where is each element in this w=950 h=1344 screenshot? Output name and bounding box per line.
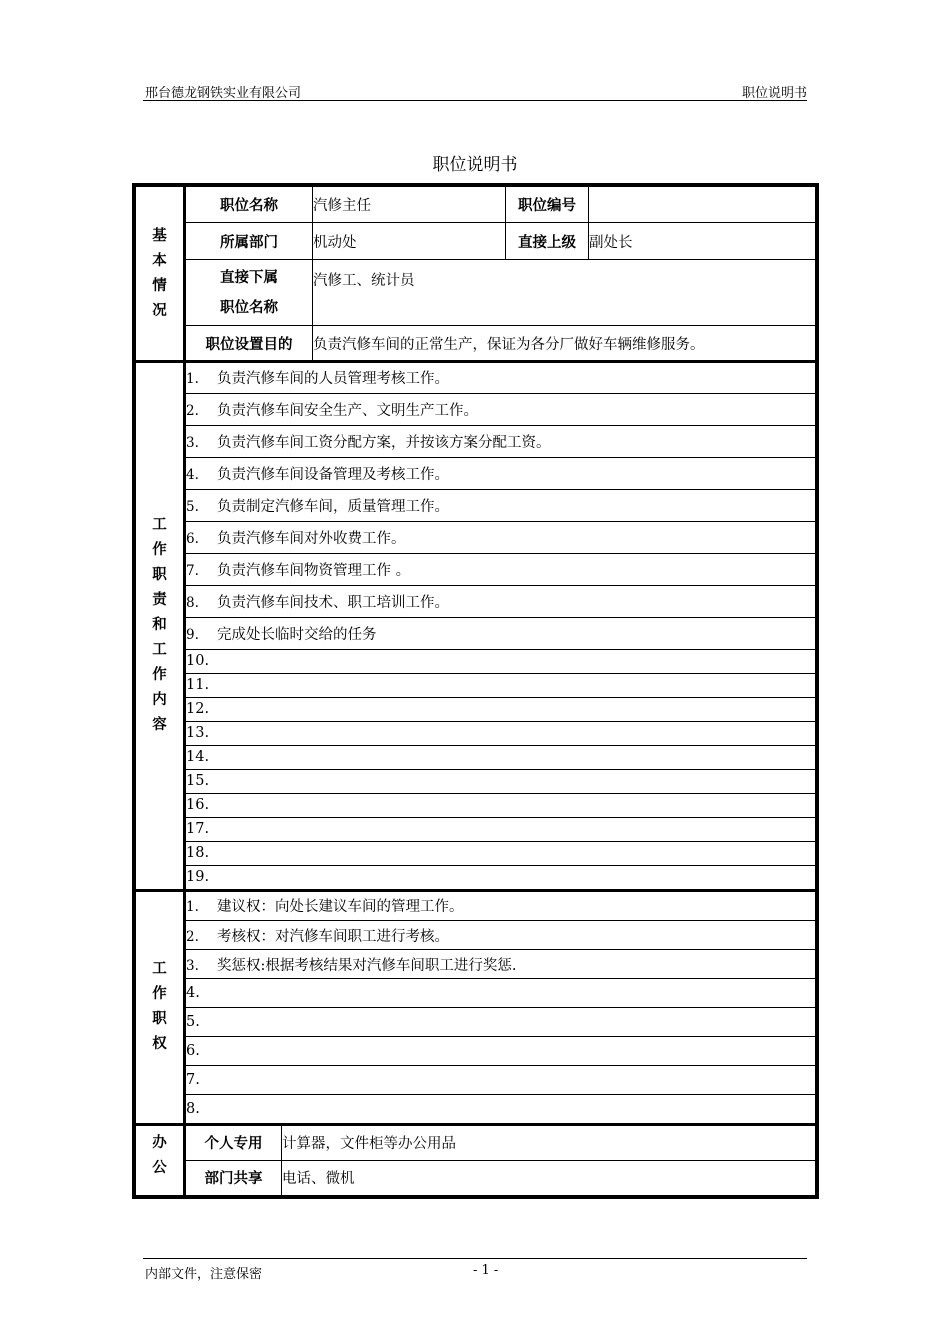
authority-item: 2. 考核权：对汽修车间职工进行考核。 <box>185 921 816 950</box>
duty-blank-row: 10. <box>185 649 816 673</box>
personal-use-value: 计算器，文件柜等办公用品 <box>282 1125 816 1160</box>
duty-blank-row: 16. <box>185 793 816 817</box>
position-name-value: 汽修主任 <box>313 187 506 223</box>
duty-item: 5. 负责制定汽修车间，质量管理工作。 <box>185 489 816 521</box>
position-no-value <box>589 187 816 223</box>
duties-side-label: 工 作 职 责 和 工 作 内 容 <box>136 362 185 889</box>
duty-blank-row: 18. <box>185 841 816 865</box>
duty-blank-row: 17. <box>185 817 816 841</box>
duty-item: 6. 负责汽修车间对外收费工作。 <box>185 521 816 553</box>
duty-item: 4. 负责汽修车间设备管理及考核工作。 <box>185 457 816 489</box>
dept-value: 机动处 <box>313 223 506 260</box>
duty-item: 7. 负责汽修车间物资管理工作 。 <box>185 553 816 585</box>
duty-blank-row: 12. <box>185 697 816 721</box>
dept-label: 所属部门 <box>185 223 313 260</box>
authority-blank-row: 5. <box>185 1008 816 1037</box>
footer-divider <box>143 1258 807 1259</box>
job-description-form <box>132 183 819 1199</box>
duty-blank-row: 19. <box>185 865 816 889</box>
authority-item: 3. 奖惩权:根据考核结果对汽修车间职工进行奖惩. <box>185 950 816 979</box>
authority-blank-row: 4. <box>185 979 816 1008</box>
duty-blank-row: 13. <box>185 721 816 745</box>
dept-shared-label: 部门共享 <box>185 1160 282 1195</box>
position-name-label: 职位名称 <box>185 187 313 223</box>
duty-blank-row: 14. <box>185 745 816 769</box>
header-company: 邢台德龙钢铁实业有限公司 <box>145 86 302 101</box>
header-divider <box>143 100 807 101</box>
dept-shared-value: 电话、微机 <box>282 1160 816 1195</box>
duty-item: 1. 负责汽修车间的人员管理考核工作。 <box>185 362 816 393</box>
duty-item: 2. 负责汽修车间安全生产、文明生产工作。 <box>185 393 816 425</box>
authority-side-label: 工 作 职 权 <box>136 891 185 1124</box>
personal-use-label: 个人专用 <box>185 1125 282 1160</box>
authority-blank-row: 7. <box>185 1066 816 1095</box>
superior-value: 副处长 <box>589 223 816 260</box>
purpose-label: 职位设置目的 <box>185 326 313 361</box>
purpose-value: 负责汽修车间的正常生产，保证为各分厂做好车辆维修服务。 <box>313 326 816 361</box>
duty-item: 3. 负责汽修车间工资分配方案，并按该方案分配工资。 <box>185 425 816 457</box>
superior-label: 直接上级 <box>506 223 589 260</box>
authority-blank-row: 6. <box>185 1037 816 1066</box>
position-no-label: 职位编号 <box>506 187 589 223</box>
page-title: 职位说明书 <box>432 155 518 175</box>
office-side-label: 办 公 <box>136 1125 185 1195</box>
authority-section <box>135 890 816 1125</box>
office-section <box>135 1124 816 1196</box>
footer-confidential-note: 内部文件，注意保密 <box>145 1267 263 1282</box>
duty-blank-row: 11. <box>185 673 816 697</box>
authority-item: 1. 建议权：向处长建议车间的管理工作。 <box>185 891 816 921</box>
duties-section <box>135 361 816 890</box>
basic-info-section <box>135 186 816 361</box>
duty-item: 9. 完成处长临时交给的任务 <box>185 617 816 649</box>
subordinate-label: 直接下属 职位名称 <box>185 260 313 326</box>
authority-blank-row: 8. <box>185 1095 816 1124</box>
footer-page-number: - 1 - <box>473 1263 499 1278</box>
basic-info-side-label: 基 本 情 况 <box>136 187 185 361</box>
duty-item: 8. 负责汽修车间技术、职工培训工作。 <box>185 585 816 617</box>
duty-blank-row: 15. <box>185 769 816 793</box>
subordinates-value: 汽修工、统计员 <box>313 260 816 326</box>
header-doc-type: 职位说明书 <box>741 86 807 101</box>
